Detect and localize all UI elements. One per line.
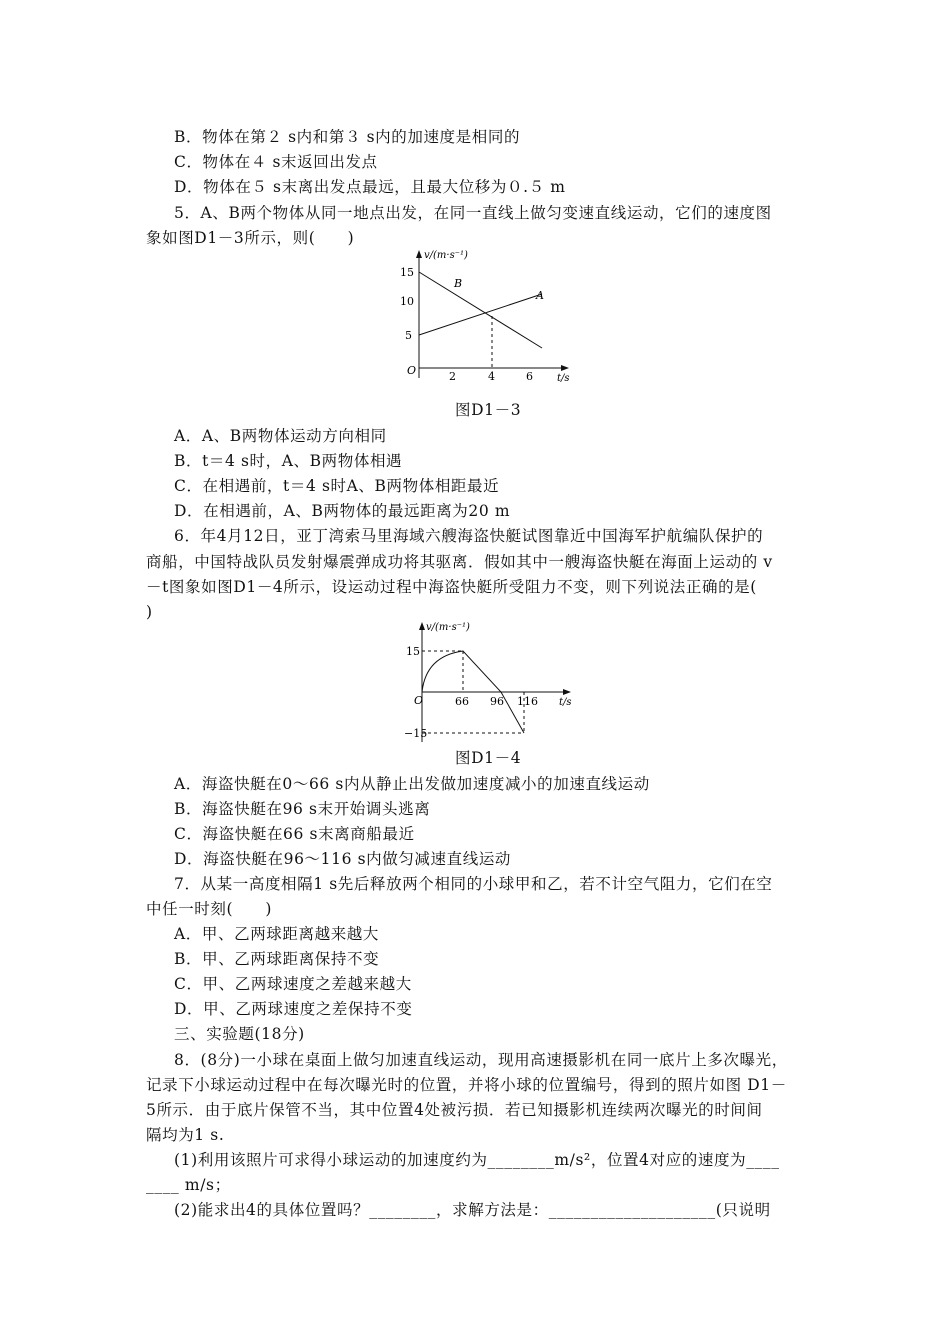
- y-axis-label: v/(m·s⁻¹): [426, 622, 470, 633]
- series-label-b: B: [454, 277, 463, 290]
- question-8-stem: 隔均为1 s.: [146, 1126, 225, 1144]
- text-line: C．物体在４ s末返回出发点: [174, 153, 378, 171]
- text-line: B．物体在第２ s内和第３ s内的加速度是相同的: [174, 128, 521, 146]
- question-8-stem: 记录下小球运动过程中在每次曝光时的位置，并将小球的位置编号，得到的照片如图 D1－: [146, 1076, 787, 1094]
- x-axis-label: t/s: [559, 697, 572, 708]
- option-d: D．在相遇前，A、B两物体的最远距离为20 m: [174, 502, 511, 520]
- figure-d1-3: [392, 246, 578, 386]
- y-tick-label: 5: [405, 329, 412, 342]
- y-tick-label: 15: [406, 645, 420, 658]
- y-axis-arrow: [416, 250, 422, 258]
- question-5-stem: 5．A、B两个物体从同一地点出发，在同一直线上做匀变速直线运动，它们的速度图: [174, 204, 772, 222]
- option-b: B．海盗快艇在96 s末开始调头逃离: [174, 800, 431, 818]
- origin-label: O: [407, 364, 417, 377]
- y-axis-label: v/(m·s⁻¹): [424, 250, 468, 261]
- question-5-stem: 象如图D1－3所示，则( ): [146, 229, 355, 247]
- origin-label: O: [414, 694, 424, 707]
- x-tick-label: 96: [490, 695, 504, 708]
- option-b: B．甲、乙两球距离保持不变: [174, 950, 380, 968]
- y-tick-label: −15: [404, 727, 428, 740]
- y-tick-label: 10: [400, 295, 414, 308]
- figure-d1-4: [404, 618, 580, 748]
- text-line: D．物体在５ s末离出发点最远，且最大位移为０.５ m: [174, 178, 566, 196]
- x-tick-label: 116: [517, 695, 538, 708]
- option-d: D．甲、乙两球速度之差保持不变: [174, 1000, 413, 1018]
- series-label-a: A: [536, 289, 544, 302]
- x-axis-arrow: [563, 689, 571, 695]
- x-axis-arrow: [561, 365, 569, 371]
- option-a: A．A、B两物体运动方向相同: [174, 427, 387, 445]
- option-a: A．甲、乙两球距离越来越大: [174, 925, 379, 943]
- figure-caption: 图D1－3: [455, 401, 522, 419]
- x-tick-label: 4: [488, 370, 495, 383]
- question-6-stem: ): [146, 603, 153, 621]
- option-b: B．t＝4 s时，A、B两物体相遇: [174, 452, 403, 470]
- question-8-part-1: ____ m/s；: [146, 1176, 231, 1194]
- figure-caption: 图D1－4: [455, 749, 522, 767]
- line-a: [419, 294, 542, 335]
- x-tick-label: 2: [449, 370, 456, 383]
- question-7-stem: 7．从某一高度相隔1 s先后释放两个相同的小球甲和乙，若不计空气阻力，它们在空: [174, 875, 773, 893]
- y-tick-label: 15: [400, 266, 414, 279]
- line-b: [419, 272, 542, 348]
- question-8-stem: 5所示．由于底片保管不当，其中位置4处被污损．若已知摄影机连续两次曝光的时间间: [146, 1101, 763, 1119]
- question-7-stem: 中任一时刻( ): [146, 900, 272, 918]
- question-6-stem: 6．年4月12日，亚丁湾索马里海域六艘海盗快艇试图靠近中国海军护航编队保护的: [174, 527, 764, 545]
- option-c: C．海盗快艇在66 s末离商船最近: [174, 825, 415, 843]
- x-tick-label: 66: [455, 695, 469, 708]
- option-d: D．海盗快艇在96～116 s内做匀减速直线运动: [174, 850, 512, 868]
- y-axis-arrow: [419, 622, 425, 630]
- question-8-part-2: (2)能求出4的具体位置吗？________，求解方法是：____________________(只说明: [174, 1201, 771, 1219]
- option-c: C．甲、乙两球速度之差越来越大: [174, 975, 412, 993]
- x-axis-label: t/s: [557, 373, 570, 384]
- section-heading: 三、实验题(18分): [174, 1025, 305, 1043]
- question-6-stem: 商船，中国特战队员发射爆震弹成功将其驱离．假如其中一艘海盗快艇在海面上运动的 v: [146, 553, 773, 571]
- x-tick-label: 6: [526, 370, 533, 383]
- question-6-stem: －t图象如图D1－4所示，设运动过程中海盗快艇所受阻力不变，则下列说法正确的是(: [146, 578, 757, 596]
- option-c: C．在相遇前，t＝4 s时A、B两物体相距最近: [174, 477, 500, 495]
- option-a: A．海盗快艇在0～66 s内从静止出发做加速度减小的加速直线运动: [174, 775, 650, 793]
- question-8-part-1: (1)利用该照片可求得小球运动的加速度约为________m/s²，位置4对应的速度为____: [174, 1151, 780, 1169]
- question-8-stem: 8．(8分)一小球在桌面上做匀加速直线运动，现用高速摄影机在同一底片上多次曝光，: [174, 1051, 788, 1069]
